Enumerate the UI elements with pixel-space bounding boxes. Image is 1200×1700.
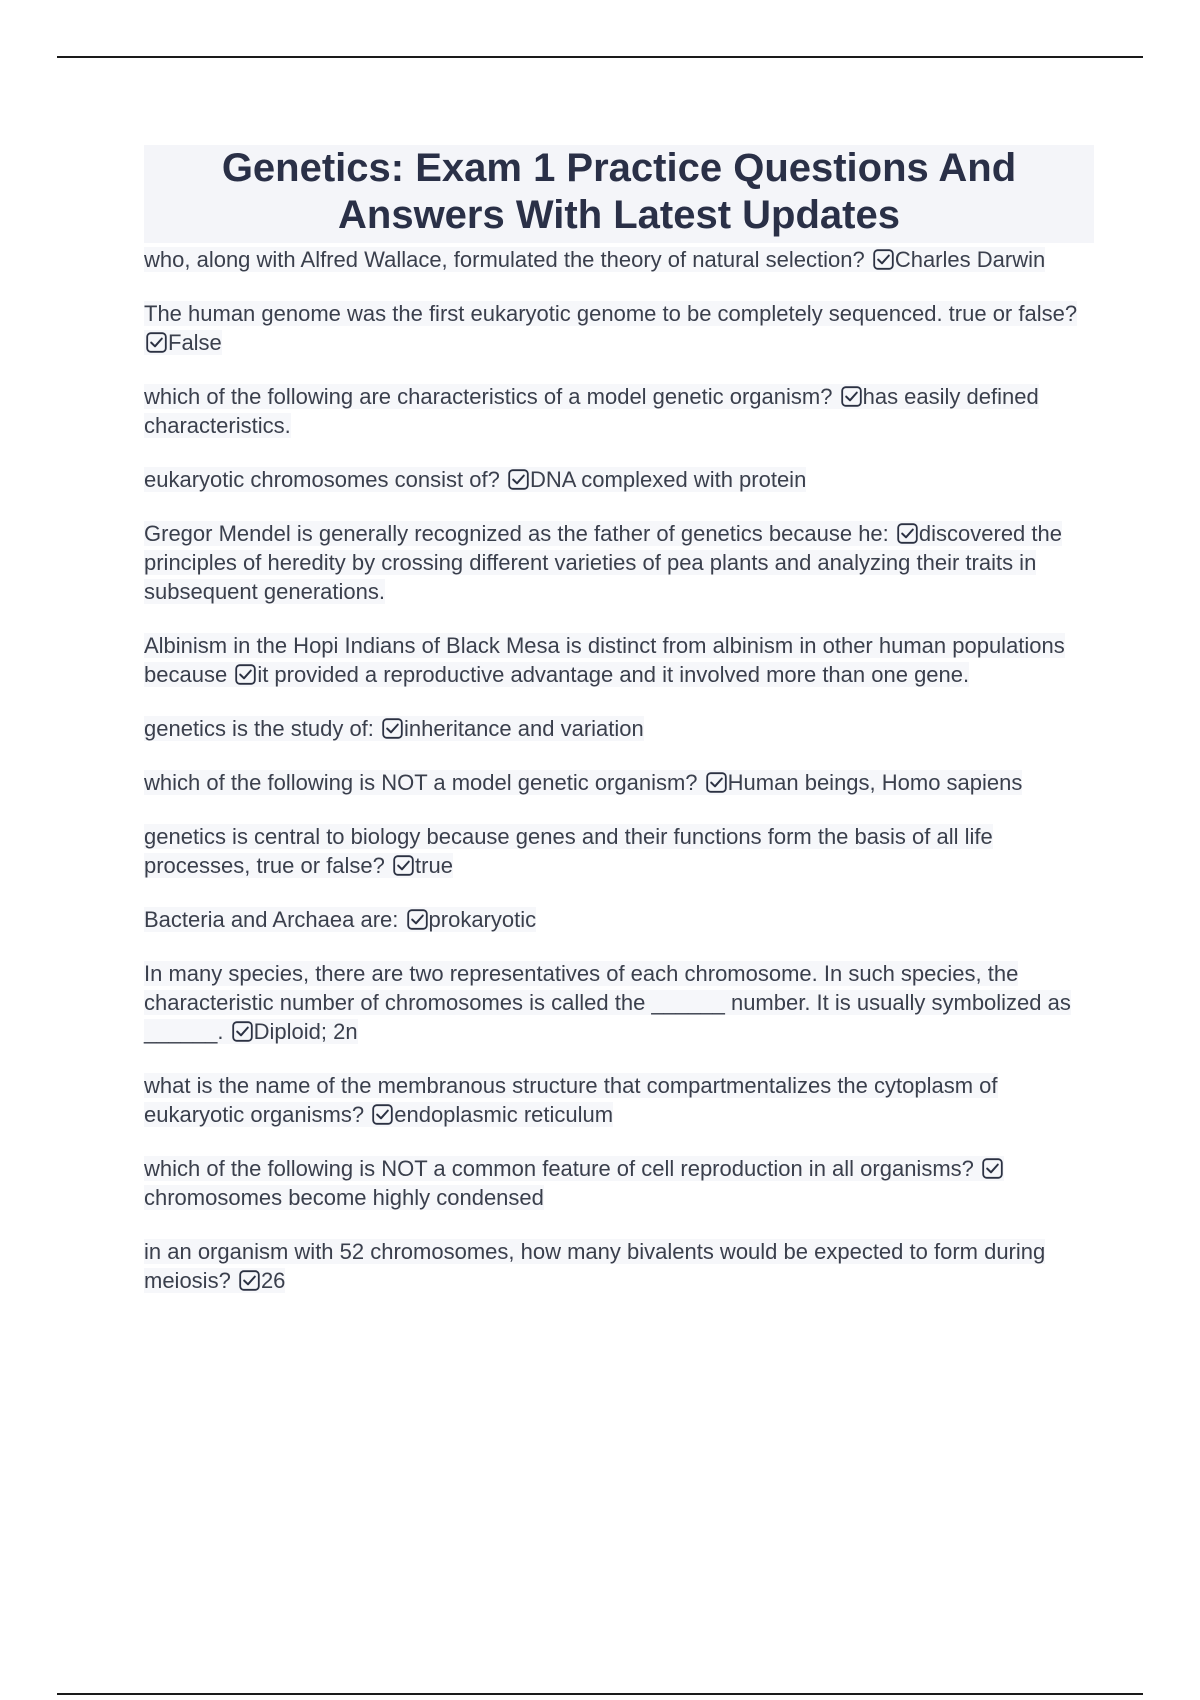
checkbox-checked-icon <box>873 249 894 270</box>
qa-highlight <box>144 521 1062 604</box>
qa-highlight <box>144 824 993 878</box>
question-text: who, along with Alfred Wallace, formulated the theory of natural selection? <box>144 247 865 272</box>
qa-item <box>144 245 1094 274</box>
qa-list <box>144 245 1094 1295</box>
checkbox-checked-icon <box>232 1021 253 1042</box>
qa-item <box>144 465 1094 494</box>
qa-item <box>144 822 1094 880</box>
answer-text: has easily defined characteristics. <box>144 384 1039 438</box>
answer-text: discovered the principles of heredity by crossing different varieties of pea plants and analyzing their traits in subsequent generations. <box>144 521 1062 604</box>
question-text: In many species, there are two representatives of each chromosome. In such species, the characteristic number of chromosomes is called the ______ number. It is usually symbolized as ______. <box>144 961 1071 1044</box>
checkbox-checked-icon <box>235 664 256 685</box>
qa-item <box>144 519 1094 606</box>
question-text: which of the following is NOT a model genetic organism? <box>144 770 698 795</box>
qa-highlight <box>144 961 1071 1044</box>
answer-text: False <box>168 330 222 355</box>
answer-text: prokaryotic <box>428 907 537 932</box>
qa-item <box>144 714 1094 743</box>
answer-text: inheritance and variation <box>404 716 644 741</box>
answer-text: 26 <box>260 1268 286 1293</box>
qa-highlight <box>144 633 1065 687</box>
title-block <box>144 145 1094 243</box>
checkbox-checked-icon <box>706 772 727 793</box>
qa-highlight <box>144 247 1045 272</box>
question-text: what is the name of the membranous structure that compartmentalizes the cytoplasm of eukaryotic organisms? <box>144 1073 998 1127</box>
question-text: which of the following are characteristics of a model genetic organism? <box>144 384 833 409</box>
answer-text: DNA complexed with protein <box>529 467 807 492</box>
question-text: genetics is the study of: <box>144 716 374 741</box>
checkbox-checked-icon <box>897 523 918 544</box>
answer-text: it provided a reproductive advantage and it involved more than one gene. <box>257 662 970 687</box>
qa-item <box>144 1154 1094 1212</box>
qa-item <box>144 959 1094 1046</box>
qa-item <box>144 905 1094 934</box>
qa-item <box>144 768 1094 797</box>
qa-highlight <box>144 907 536 932</box>
qa-highlight <box>144 770 1022 795</box>
qa-item <box>144 299 1094 357</box>
checkbox-checked-icon <box>239 1270 260 1291</box>
qa-highlight <box>144 467 806 492</box>
qa-highlight <box>144 384 1039 438</box>
checkbox-checked-icon <box>841 386 862 407</box>
qa-highlight <box>144 1156 1004 1210</box>
answer-text: Charles Darwin <box>894 247 1046 272</box>
answer-text: true <box>415 853 453 878</box>
checkbox-checked-icon <box>393 855 414 876</box>
question-text: eukaryotic chromosomes consist of? <box>144 467 500 492</box>
question-text: Bacteria and Archaea are: <box>144 907 399 932</box>
qa-highlight <box>144 716 644 741</box>
question-text: Albinism in the Hopi Indians of Black Mesa is distinct from albinism in other human populations because <box>144 633 1065 687</box>
answer-text: chromosomes become highly condensed <box>144 1185 544 1210</box>
checkbox-checked-icon <box>372 1104 393 1125</box>
answer-text: Diploid; 2n <box>253 1019 358 1044</box>
document-body <box>144 145 1094 1320</box>
answer-text: endoplasmic reticulum <box>394 1102 614 1127</box>
checkbox-checked-icon <box>982 1158 1003 1179</box>
top-rule <box>57 56 1143 58</box>
qa-item <box>144 382 1094 440</box>
qa-highlight <box>144 301 1077 355</box>
qa-highlight <box>144 1073 998 1127</box>
checkbox-checked-icon <box>382 718 403 739</box>
question-text: which of the following is NOT a common feature of cell reproduction in all organisms? <box>144 1156 974 1181</box>
checkbox-checked-icon <box>146 332 167 353</box>
question-text: Gregor Mendel is generally recognized as the father of genetics because he: <box>144 521 889 546</box>
qa-item <box>144 1237 1094 1295</box>
document-title: Genetics: Exam 1 Practice Questions And Answers With Latest Updates <box>221 146 1017 237</box>
answer-text: Human beings, Homo sapiens <box>727 770 1023 795</box>
qa-highlight <box>144 1239 1045 1293</box>
question-text: genetics is central to biology because genes and their functions form the basis of all life processes, true or false? <box>144 824 993 878</box>
question-text: The human genome was the first eukaryotic genome to be completely sequenced. true or false? <box>144 301 1078 326</box>
question-text: in an organism with 52 chromosomes, how many bivalents would be expected to form during meiosis? <box>144 1239 1046 1293</box>
checkbox-checked-icon <box>508 469 529 490</box>
qa-item <box>144 631 1094 689</box>
checkbox-checked-icon <box>407 909 428 930</box>
qa-item <box>144 1071 1094 1129</box>
bottom-rule <box>57 1693 1143 1695</box>
